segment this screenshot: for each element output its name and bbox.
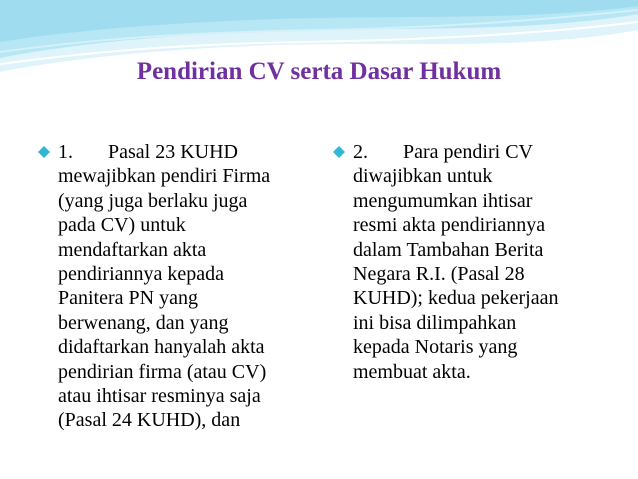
left-item-number: 1. — [58, 141, 73, 163]
left-line: mewajibkan pendiri Firma — [58, 165, 271, 188]
left-line: atau ihtisar resminya saja — [58, 385, 261, 408]
left-line: pendirian firma (atau CV) — [58, 360, 267, 383]
left-line: (yang juga berlaku juga — [58, 189, 248, 212]
right-line: dalam Tambahan Berita — [353, 238, 544, 261]
diamond-bullet-icon — [38, 146, 50, 158]
right-line-1: 2. Para pendiri CV — [353, 141, 533, 163]
right-line: resmi akta pendiriannya — [353, 214, 546, 237]
left-line: Panitera PN yang — [58, 287, 198, 310]
right-line: Negara R.I. (Pasal 28 — [353, 263, 525, 286]
left-line-1: 1. Pasal 23 KUHD — [58, 141, 238, 163]
right-paragraph — [353, 140, 613, 384]
right-column — [333, 140, 613, 384]
right-item-number: 2. — [353, 141, 368, 163]
left-line: (Pasal 24 KUHD), dan — [58, 409, 241, 432]
right-line: mengumumkan ihtisar — [353, 189, 533, 212]
right-line: KUHD); kedua pekerjaan — [353, 287, 559, 310]
left-line: mendaftarkan akta — [58, 238, 207, 261]
left-line: pendiriannya kepada — [58, 263, 225, 286]
right-line: kepada Notaris yang — [353, 336, 518, 359]
left-line: berwenang, dan yang — [58, 311, 229, 334]
right-line: diwajibkan untuk — [353, 165, 493, 188]
diamond-bullet-icon — [333, 146, 345, 158]
left-column — [38, 140, 308, 433]
right-line: membuat akta. — [353, 360, 471, 383]
left-line: pada CV) untuk — [58, 214, 186, 237]
left-line: didaftarkan hanyalah akta — [58, 336, 265, 359]
slide-title: Pendirian CV serta Dasar Hukum — [136, 58, 502, 85]
right-line: ini bisa dilimpahkan — [353, 311, 517, 334]
left-paragraph — [58, 140, 308, 433]
